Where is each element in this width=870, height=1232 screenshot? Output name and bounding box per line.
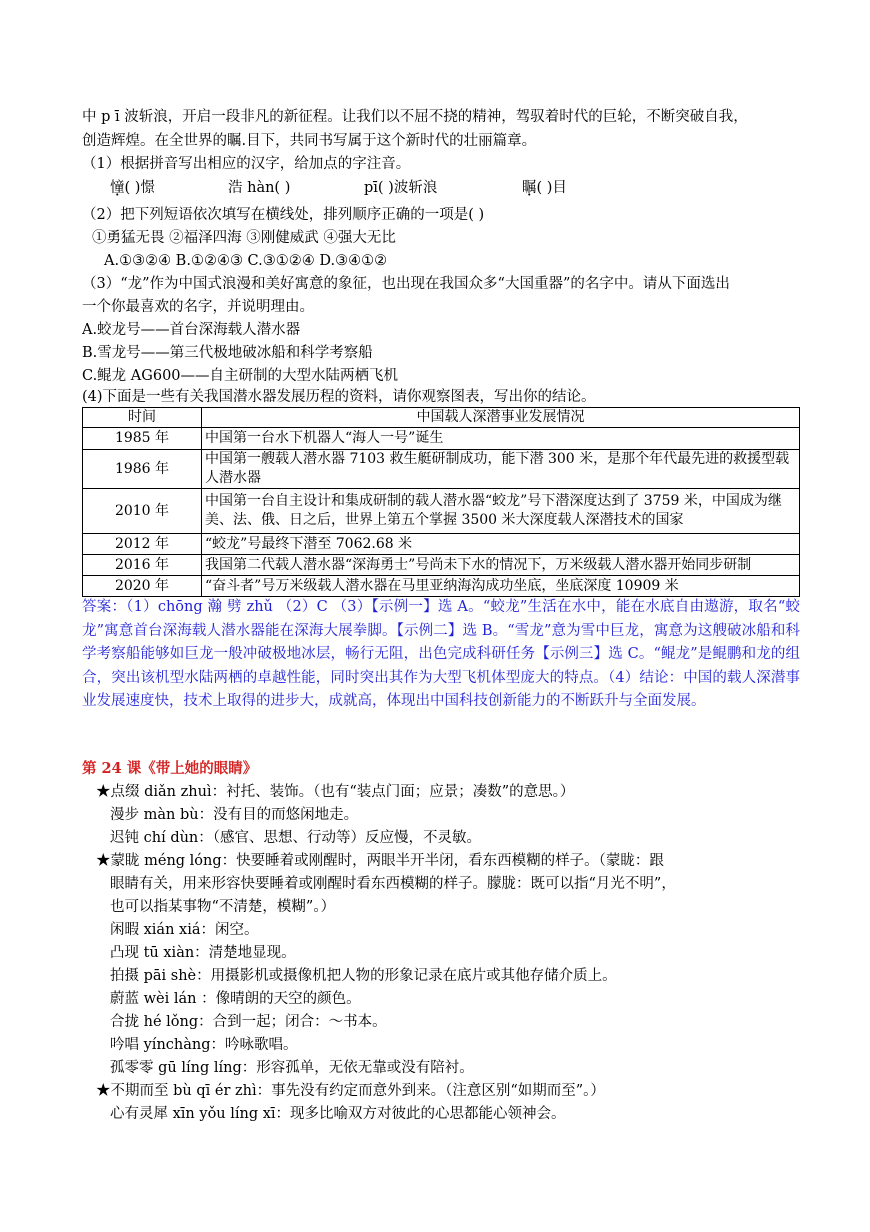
q2-title: （2）把下列短语依次填写在横线处，排列顺序正确的一项是( ): [82, 207, 485, 223]
table-row: [83, 450, 800, 489]
table-cell-year: 1986 年: [83, 450, 202, 489]
q1-title: （1）根据拼音写出相应的汉字，给加点的字注音。: [82, 156, 411, 172]
q3-option-c: C.鲲龙 AG600——自主研制的大型水陆两栖飞机: [82, 368, 399, 384]
table-row: [83, 489, 800, 534]
q1-item-4-rest: ( )目: [536, 180, 567, 196]
q3-line-2: 一个你最喜欢的名字，并说明理由。: [82, 299, 314, 315]
answer-block: 答案：（1）chōng 瀚 劈 zhǔ （2）C （3）【示例一】选 A。“蛟龙”生活在水中，能在水底自由遨游，取名“蛟龙”寓意首台深海载人潜水器能在深海大展拳脚。【示例二】选 B。“雪龙”意为雪中巨龙，寓意为这艘破冰船和科学考察船能够如巨龙一般冲破极地冰层，畅行无阻，出色完成科研任务【示例三】选 C。“鲲龙”是鲲鹏和龙的组合，突出该机型水陆两栖的卓越性能，同时突出其作为大型飞机体型庞大的特点。（4）结论：中国的载人深潜事业发展速度快，技术上取得的进步大，成就高，体现出中国科技创新能力的不断跃升与全面发展。: [82, 599, 800, 710]
table-row: [83, 428, 800, 450]
vocab-item: 心有灵犀 xīn yǒu líng xī：现多比喻双方对彼此的心思都能心领神会。: [110, 1106, 566, 1122]
table-cell-event: “奋斗者”号万米级载人潜水器在马里亚纳海沟成功坐底，坐底深度 10909 米: [202, 576, 800, 597]
vocab-item: ★蒙眬 méng lóng：快要睡着或刚醒时，两眼半开半闭，看东西模糊的样子。（蒙眬：跟: [96, 853, 664, 869]
table-cell-year: 2020 年: [83, 576, 202, 597]
q2-phrases: ①勇猛无畏 ②福泽四海 ③刚健威武 ④强大无比: [92, 230, 396, 246]
table-cell-event: 中国第一艘载人潜水器 7103 救生艇研制成功，能下潜 300 米，是那个年代最先进的救援型载人潜水器: [202, 450, 800, 489]
vocab-item: 吟唱 yínchàng：吟咏歌唱。: [110, 1037, 298, 1053]
q1-item-1-rest: ( )憬: [124, 180, 155, 196]
vocab-item: 也可以指某事物“不清楚，模糊”。）: [110, 899, 336, 915]
vocab-item: 拍摄 pāi shè：用摄影机或摄像机把人物的形象记录在底片或其他存储介质上。: [110, 968, 617, 984]
table-cell-event: “蛟龙”号最终下潜至 7062.68 米: [202, 534, 800, 555]
vocab-item: ★不期而至 bù qī ér zhì：事先没有约定而意外到来。（注意区别“如期而至”。）: [96, 1083, 605, 1099]
q1-item-3: pī( )波斩浪: [364, 180, 438, 196]
vocab-item: 漫步 màn bù：没有目的而悠闲地走。: [110, 807, 359, 823]
table-cell-year: 1985 年: [83, 428, 202, 450]
vocab-item: 闲暇 xián xiá：闲空。: [110, 922, 259, 938]
q3-line-1: （3）“龙”作为中国式浪漫和美好寓意的象征，也出现在我国众多“大国重器”的名字中。请从下面选出: [82, 276, 730, 292]
table-header-time: 时间: [83, 408, 202, 428]
vocab-item: ★点缀 diǎn zhuì：衬托、装饰。（也有“装点门面；应景；凑数”的意思。）: [96, 784, 575, 800]
q4-title: (4)下面是一些有关我国潜水器发展历程的资料，请你观察图表，写出你的结论。: [82, 389, 596, 405]
vocab-item: 眼睛有关，用来形容快要睡着或刚醒时看东西模糊的样子。朦胧：既可以指“月光不明”，: [110, 876, 676, 892]
q1-item-1: [110, 177, 155, 199]
table-cell-year: 2010 年: [83, 489, 202, 534]
vocab-item: 孤零零 gū líng líng：形容孤单，无依无靠或没有陪衬。: [110, 1060, 474, 1076]
table-row: [83, 576, 800, 597]
table-cell-event: 中国第一台自主设计和集成研制的载人潜水器“蛟龙”号下潜深度达到了 3759 米，中国成为继美、法、俄、日之后，世界上第五个掌握 3500 米大深度载人深潜技术的国家: [202, 489, 800, 534]
q1-item-4: [522, 177, 567, 199]
vocab-item: 蔚蓝 wèi lán ：像晴朗的天空的颜色。: [110, 991, 361, 1007]
lesson-title: 第 24 课《带上她的眼睛》: [82, 760, 258, 777]
table-header-progress: 中国载人深潜事业发展情况: [202, 408, 800, 428]
q1-item-2: 浩 hàn( ): [228, 180, 291, 196]
table-row: [83, 534, 800, 555]
dotted-char: 瞩: [522, 180, 537, 196]
submersible-history-table: [82, 407, 800, 597]
q3-option-b: B.雪龙号——第三代极地破冰船和科学考察船: [82, 345, 373, 361]
table-cell-event: 我国第二代载人潜水器“深海勇士”号尚未下水的情况下，万米级载人潜水器开始同步研制: [202, 555, 800, 576]
intro-line-2: 创造辉煌。在全世界的瞩.目下，共同书写属于这个新时代的壮丽篇章。: [82, 133, 537, 149]
q2-options: A.①③②④ B.①②④③ C.③①②④ D.③④①②: [104, 253, 388, 269]
q3-option-a: A.蛟龙号——首台深海载人潜水器: [82, 322, 301, 338]
table-header-row: [83, 408, 800, 428]
table-row: [83, 555, 800, 576]
vocab-item: 迟钝 chí dùn：（感官、思想、行动等）反应慢，不灵敏。: [110, 830, 482, 846]
table-cell-year: 2012 年: [83, 534, 202, 555]
table-cell-year: 2016 年: [83, 555, 202, 576]
intro-line-1: 中 p ī 波斩浪，开启一段非凡的新征程。让我们以不屈不挠的精神，驾驭着时代的巨轮，不断突破自我，: [82, 109, 748, 125]
dotted-char: 憧: [110, 180, 125, 196]
vocab-item: 合拢 hé lǒng：合到一起；闭合：～书本。: [110, 1014, 387, 1030]
table-cell-event: 中国第一台水下机器人“海人一号”诞生: [202, 428, 800, 450]
vocab-item: 凸现 tū xiàn：清楚地显现。: [110, 945, 296, 961]
